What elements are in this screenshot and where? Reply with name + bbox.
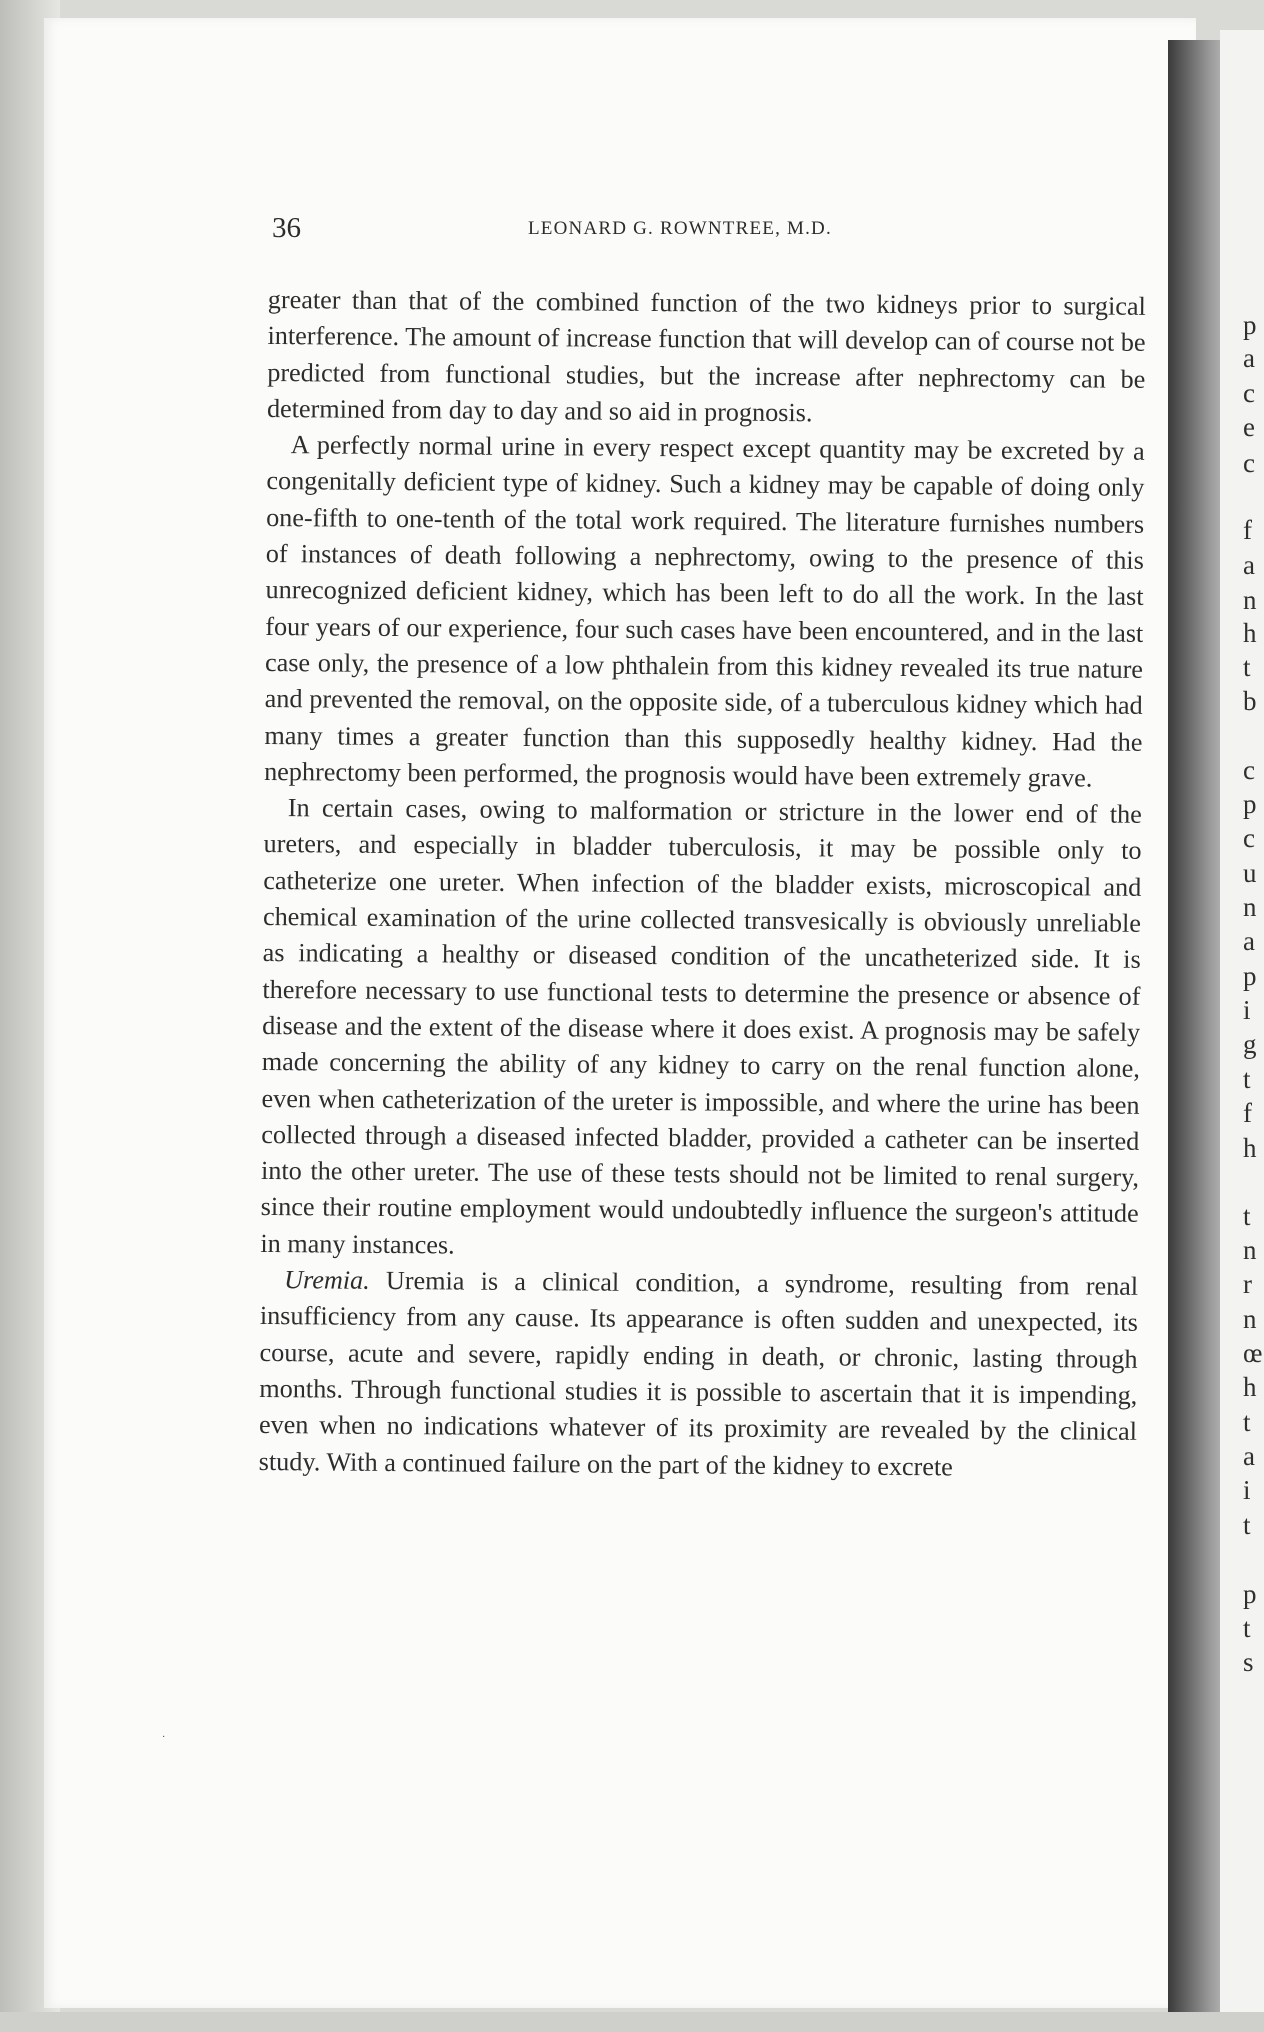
facing-page-letter: n: [1243, 585, 1257, 615]
facing-page-letter: p: [1243, 310, 1257, 340]
facing-page-letter: t: [1243, 652, 1251, 682]
page-gutter-shadow: [1168, 40, 1228, 2032]
facing-page-letter: a: [1243, 926, 1255, 956]
scan-speck: ·: [162, 1732, 166, 1743]
facing-page-letter: u: [1243, 858, 1257, 888]
facing-page-letter: c: [1243, 755, 1255, 785]
page-header: [272, 212, 892, 252]
facing-page-letter: t: [1243, 1201, 1251, 1231]
facing-page-letter: t: [1243, 1510, 1251, 1540]
paragraph: A perfectly normal urine in every respect except quantity may be excreted by a congenitally deficient type of kidney. Such a kidney may be capable of doing only one-fifth to one-tenth of the total work required. The literature furnishes numbers of instances of death following a nephrectomy, owing to the presence of this unrecognized deficient kidney, which has been left to do all the work. In the last four years of our experience, four such cases have been encountered, and in the last case only, the presence of a low phthalein from this kidney revealed its true nature and prevented the removal, on the opposite side, of a tuberculous kidney which had many times a greater function than this supposedly healthy kidney. Had the nephrectomy been performed, the prognosis would have been extremely grave.: [264, 430, 1145, 793]
facing-page-letter: t: [1243, 1613, 1251, 1643]
facing-page-letter: s: [1243, 1647, 1254, 1677]
facing-page-letter: h: [1243, 1133, 1257, 1163]
facing-page-letter: c: [1243, 823, 1255, 853]
bottom-edge: [0, 2012, 1264, 2032]
paragraph: In certain cases, owing to malformation or stricture in the lower end of the ureters, and especially in bladder tuberculosis, it may be possible only to catheterize one ureter. When infection of the bladder exists, microscopical and chemical examination of the urine collected transvesically is obviously unreliable as indicating a healthy or diseased condition of the uncatheterized side. It is therefore necessary to use functional tests to determine the presence or absence of disease and the extent of the disease where it does exist. A prognosis may be safely made concerning the ability of any kidney to carry on the renal function alone, even when catheterization of the ureter is impossible, and where the urine has been collected through a diseased infected bladder, provided a catheter can be inserted into the other ureter. The use of these tests should not be limited to renal surgery, since their routine employment would undoubtedly influence the surgeon's attitude in many instances.: [260, 793, 1142, 1260]
facing-page-letter: c: [1243, 378, 1255, 408]
facing-page-letter: g: [1243, 1029, 1257, 1059]
body-text: [259, 282, 1146, 1487]
paragraph: [259, 1262, 1139, 1487]
facing-page-letter: i: [1243, 1475, 1251, 1505]
facing-page-letter: h: [1243, 618, 1257, 648]
facing-page-letter: e: [1243, 412, 1255, 442]
facing-page-letter: f: [1243, 515, 1252, 545]
facing-page-letter: p: [1243, 1579, 1257, 1609]
facing-page-letter: b: [1243, 686, 1257, 716]
facing-page-letter: p: [1243, 961, 1257, 991]
facing-page-letter: n: [1243, 892, 1257, 922]
facing-page-letter: t: [1243, 1407, 1251, 1437]
facing-page-letter: n: [1243, 1235, 1257, 1265]
facing-page-letter: a: [1243, 343, 1255, 373]
facing-page-letter: i: [1243, 995, 1251, 1025]
facing-page-letter: p: [1243, 789, 1257, 819]
facing-page-letter: f: [1243, 1098, 1252, 1128]
run-in-heading: Uremia.: [284, 1265, 370, 1295]
facing-page-letter: h: [1243, 1372, 1257, 1402]
facing-page-letter: n: [1243, 1304, 1257, 1334]
facing-page-letter: t: [1243, 1064, 1251, 1094]
page-number: 36: [272, 212, 301, 244]
facing-page-letter: r: [1243, 1269, 1252, 1299]
paragraph: greater than that of the combined function of the two kidneys prior to surgical interference. The amount of increase function that will develop can of course not be predicted from functional studies, but the increase after nephrectomy can be determined from day to day and so aid in prognosis.: [266, 284, 1146, 428]
running-head: LEONARD G. ROWNTREE, M.D.: [528, 218, 832, 239]
paragraph-text: Uremia is a clinical condition, a syndrome, resulting from renal insufficiency from any cause. Its appearance is often sudden and unexpected, its course, acute and severe, rapidly ending in death, or chronic, lasting through months. Through functional studies it is possible to ascertain that it is impending, even when no indications whatever of its proximity are revealed by the clinical study. With a continued failure on the part of the kidney to excrete: [258, 1265, 1139, 1481]
facing-page-letter: a: [1243, 1441, 1255, 1471]
facing-page-letter: c: [1243, 448, 1255, 478]
facing-page-letter: œ: [1243, 1338, 1263, 1368]
facing-page-letter: a: [1243, 550, 1255, 580]
facing-page-letters: [1243, 0, 1264, 2032]
